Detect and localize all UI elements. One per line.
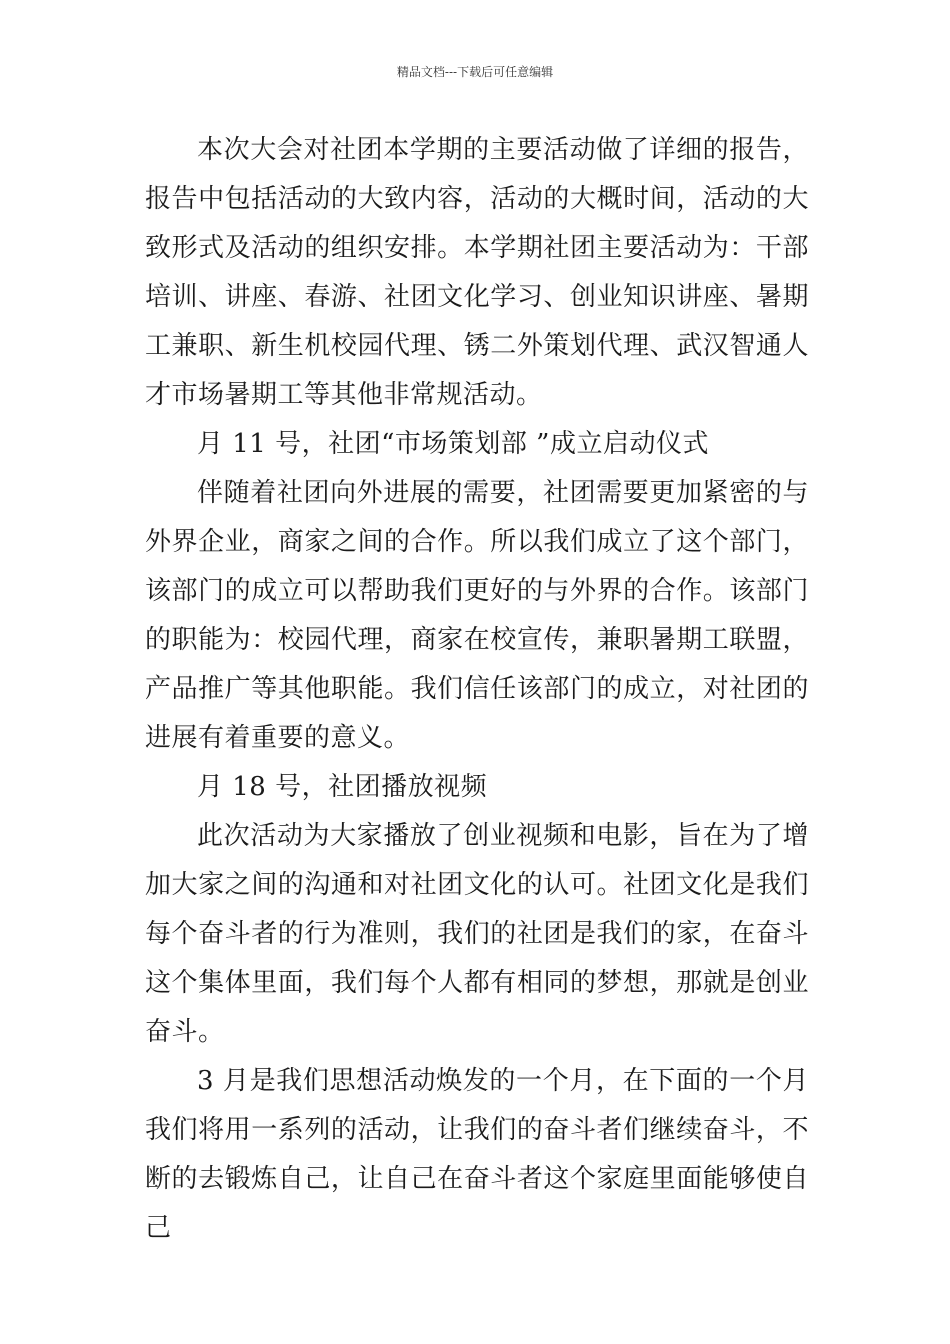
paragraph-march-plan: 3 月是我们思想活动焕发的一个月，在下面的一个月我们将用一系列的活动，让我们的奋斗者们继续奋斗，不断的去锻炼自己，让自己在奋斗者这个家庭里面能够使自己 <box>145 1066 809 1243</box>
section-heading-marketing-dept-launch: 月 11 号，社团“市场策划部 ”成立启动仪式 <box>197 429 709 459</box>
paragraph-marketing-dept: 伴随着社团向外进展的需要，社团需要更加紧密的与外界企业，商家之间的合作。所以我们成立了这个部门，该部门的成立可以帮助我们更好的与外界的合作。该部门的职能为：校园代理，商家在校宣传，兼职暑期工联盟，产品推广等其他职能。我们信任该部门的成立，对社团的进展有着重要的意义。 <box>145 478 809 753</box>
paragraph-video-screening: 此次活动为大家播放了创业视频和电影，旨在为了增加大家之间的沟通和对社团文化的认可。社团文化是我们每个奋斗者的行为准则，我们的社团是我们的家，在奋斗这个集体里面，我们每个人都有相同的梦想，那就是创业奋斗。 <box>145 821 809 1047</box>
document-body <box>145 126 809 1253</box>
page-header: 精品文档---下载后可任意编辑 <box>396 65 554 79</box>
section-heading-video-screening: 月 18 号，社团播放视频 <box>197 772 488 802</box>
paragraph-meeting-report: 本次大会对社团本学期的主要活动做了详细的报告，报告中包括活动的大致内容，活动的大概时间，活动的大致形式及活动的组织安排。本学期社团主要活动为：干部培训、讲座、春游、社团文化学习、创业知识讲座、暑期工兼职、新生机校园代理、锈二外策划代理、武汉智通人才市场暑期工等其他非常规活动。 <box>145 135 809 410</box>
